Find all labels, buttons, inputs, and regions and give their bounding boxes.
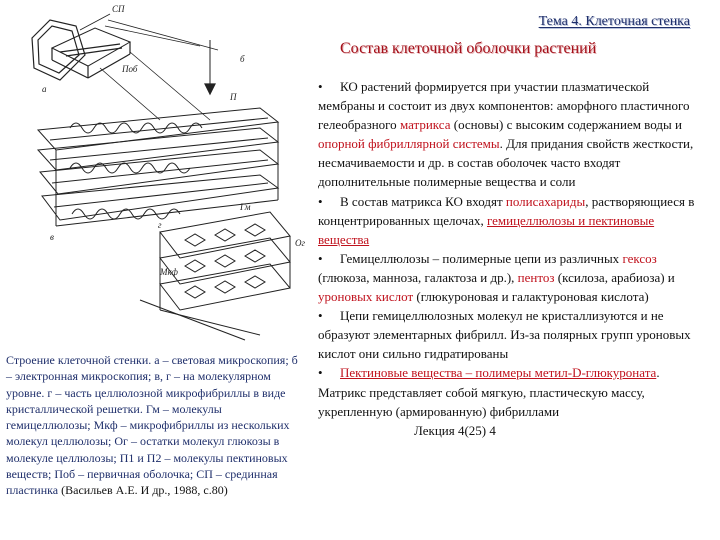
text-run: , растворяющиеся в концентрированных щелочах, [318, 193, 695, 228]
label-p: П [230, 92, 237, 102]
text-run: . Матрикс представляет собой мягкую, пластическую массу, укрепленную (армированную) фибриллами [318, 365, 660, 419]
bullet: • [318, 365, 323, 381]
text-run: Цепи гемицеллюлозных молекул не кристаллизуются и не образуют элементарных фибрилл. Из-за полярных групп уроновых кислот они сильно гидратированы [318, 308, 691, 362]
term-hemicellulose-pectin: гемицеллюлозы и пектиновые вещества [318, 212, 655, 247]
label-g: г [158, 220, 162, 230]
term-uronic-acids: уроновых кислот [318, 289, 414, 305]
text-run: (глюкоза, манноза, галактоза и др.), [318, 269, 515, 285]
label-cp: СП [112, 4, 125, 14]
text-run: В состав матрикса КО входят [340, 193, 503, 209]
slide-title: Состав клеточной оболочки растений [340, 40, 597, 57]
term-pentoses: пентоз [517, 269, 555, 285]
slide-body [318, 77, 698, 440]
figure-caption [6, 352, 298, 499]
bullet: • [318, 308, 323, 324]
bullet: • [318, 250, 323, 266]
label-a: а [42, 84, 47, 94]
term-polysaccharides: полисахариды [505, 193, 586, 209]
bullet: • [318, 193, 323, 209]
caption-source: (Васильев А.Е. И др., 1988, с.80) [61, 483, 228, 498]
topic-heading: Тема 4. Клеточная стенка [538, 14, 690, 29]
text-run: (ксилоза, арабиоза) и [557, 269, 675, 285]
term-fibril-system: опорной фибриллярной системы [318, 136, 500, 152]
label-v: в [50, 232, 54, 242]
term-matrix: матрикса [399, 117, 451, 133]
term-pectin: Пектиновые вещества – полимеры метил-D-глюкуроната [340, 365, 657, 381]
label-pob: Поб [122, 64, 138, 74]
label-og: Ог [295, 238, 306, 248]
paragraph-2 [318, 192, 698, 249]
cell-wall-diagram [10, 0, 310, 345]
label-b: б [240, 54, 245, 64]
paragraph-5 [318, 363, 698, 439]
text-run: Гемицеллюлозы – полимерные цепи из различных [340, 250, 620, 266]
text-run: (глюкуроновая и галактуроновая кислота) [416, 289, 649, 305]
paragraph-1 [318, 77, 698, 192]
lecture-footer: Лекция 4(25) 4 [414, 422, 496, 438]
text-run: (основы) с высоким содержанием воды и [453, 117, 682, 133]
text-run: КО растений формируется при участии плазматической мембраны и состоит из двух компонентов: аморфного пластичного гелеобразного [318, 79, 690, 133]
label-gm: Гм [240, 202, 251, 212]
caption-text: Строение клеточной стенки. а – световая микроскопия; б – электронная микроскопия; в, г – на молекулярном уровне. г – часть целлюлозной микрофибриллы в виде кристаллической решетки. Гм – молекулы гемицеллюлозы; Мкф – микрофибриллы из нескольких молекул целлюлозы; Ог – остатки молекул глюкозы в молекуле целлюлозы; П1 и П2 – молекулы пектиновых веществ; Поб – первичная оболочка; СП – срединная пластинка [6, 353, 298, 498]
text-run: . Для придания свойств жесткости, несмачиваемости и др. в состав оболочек часто входят дополнительные полимерные вещества и соли [318, 136, 694, 190]
bullet: • [318, 79, 323, 94]
paragraph-4 [318, 306, 698, 363]
paragraph-3 [318, 249, 698, 306]
term-hexoses: гексоз [622, 250, 657, 266]
label-mkf: Мкф [160, 267, 178, 277]
